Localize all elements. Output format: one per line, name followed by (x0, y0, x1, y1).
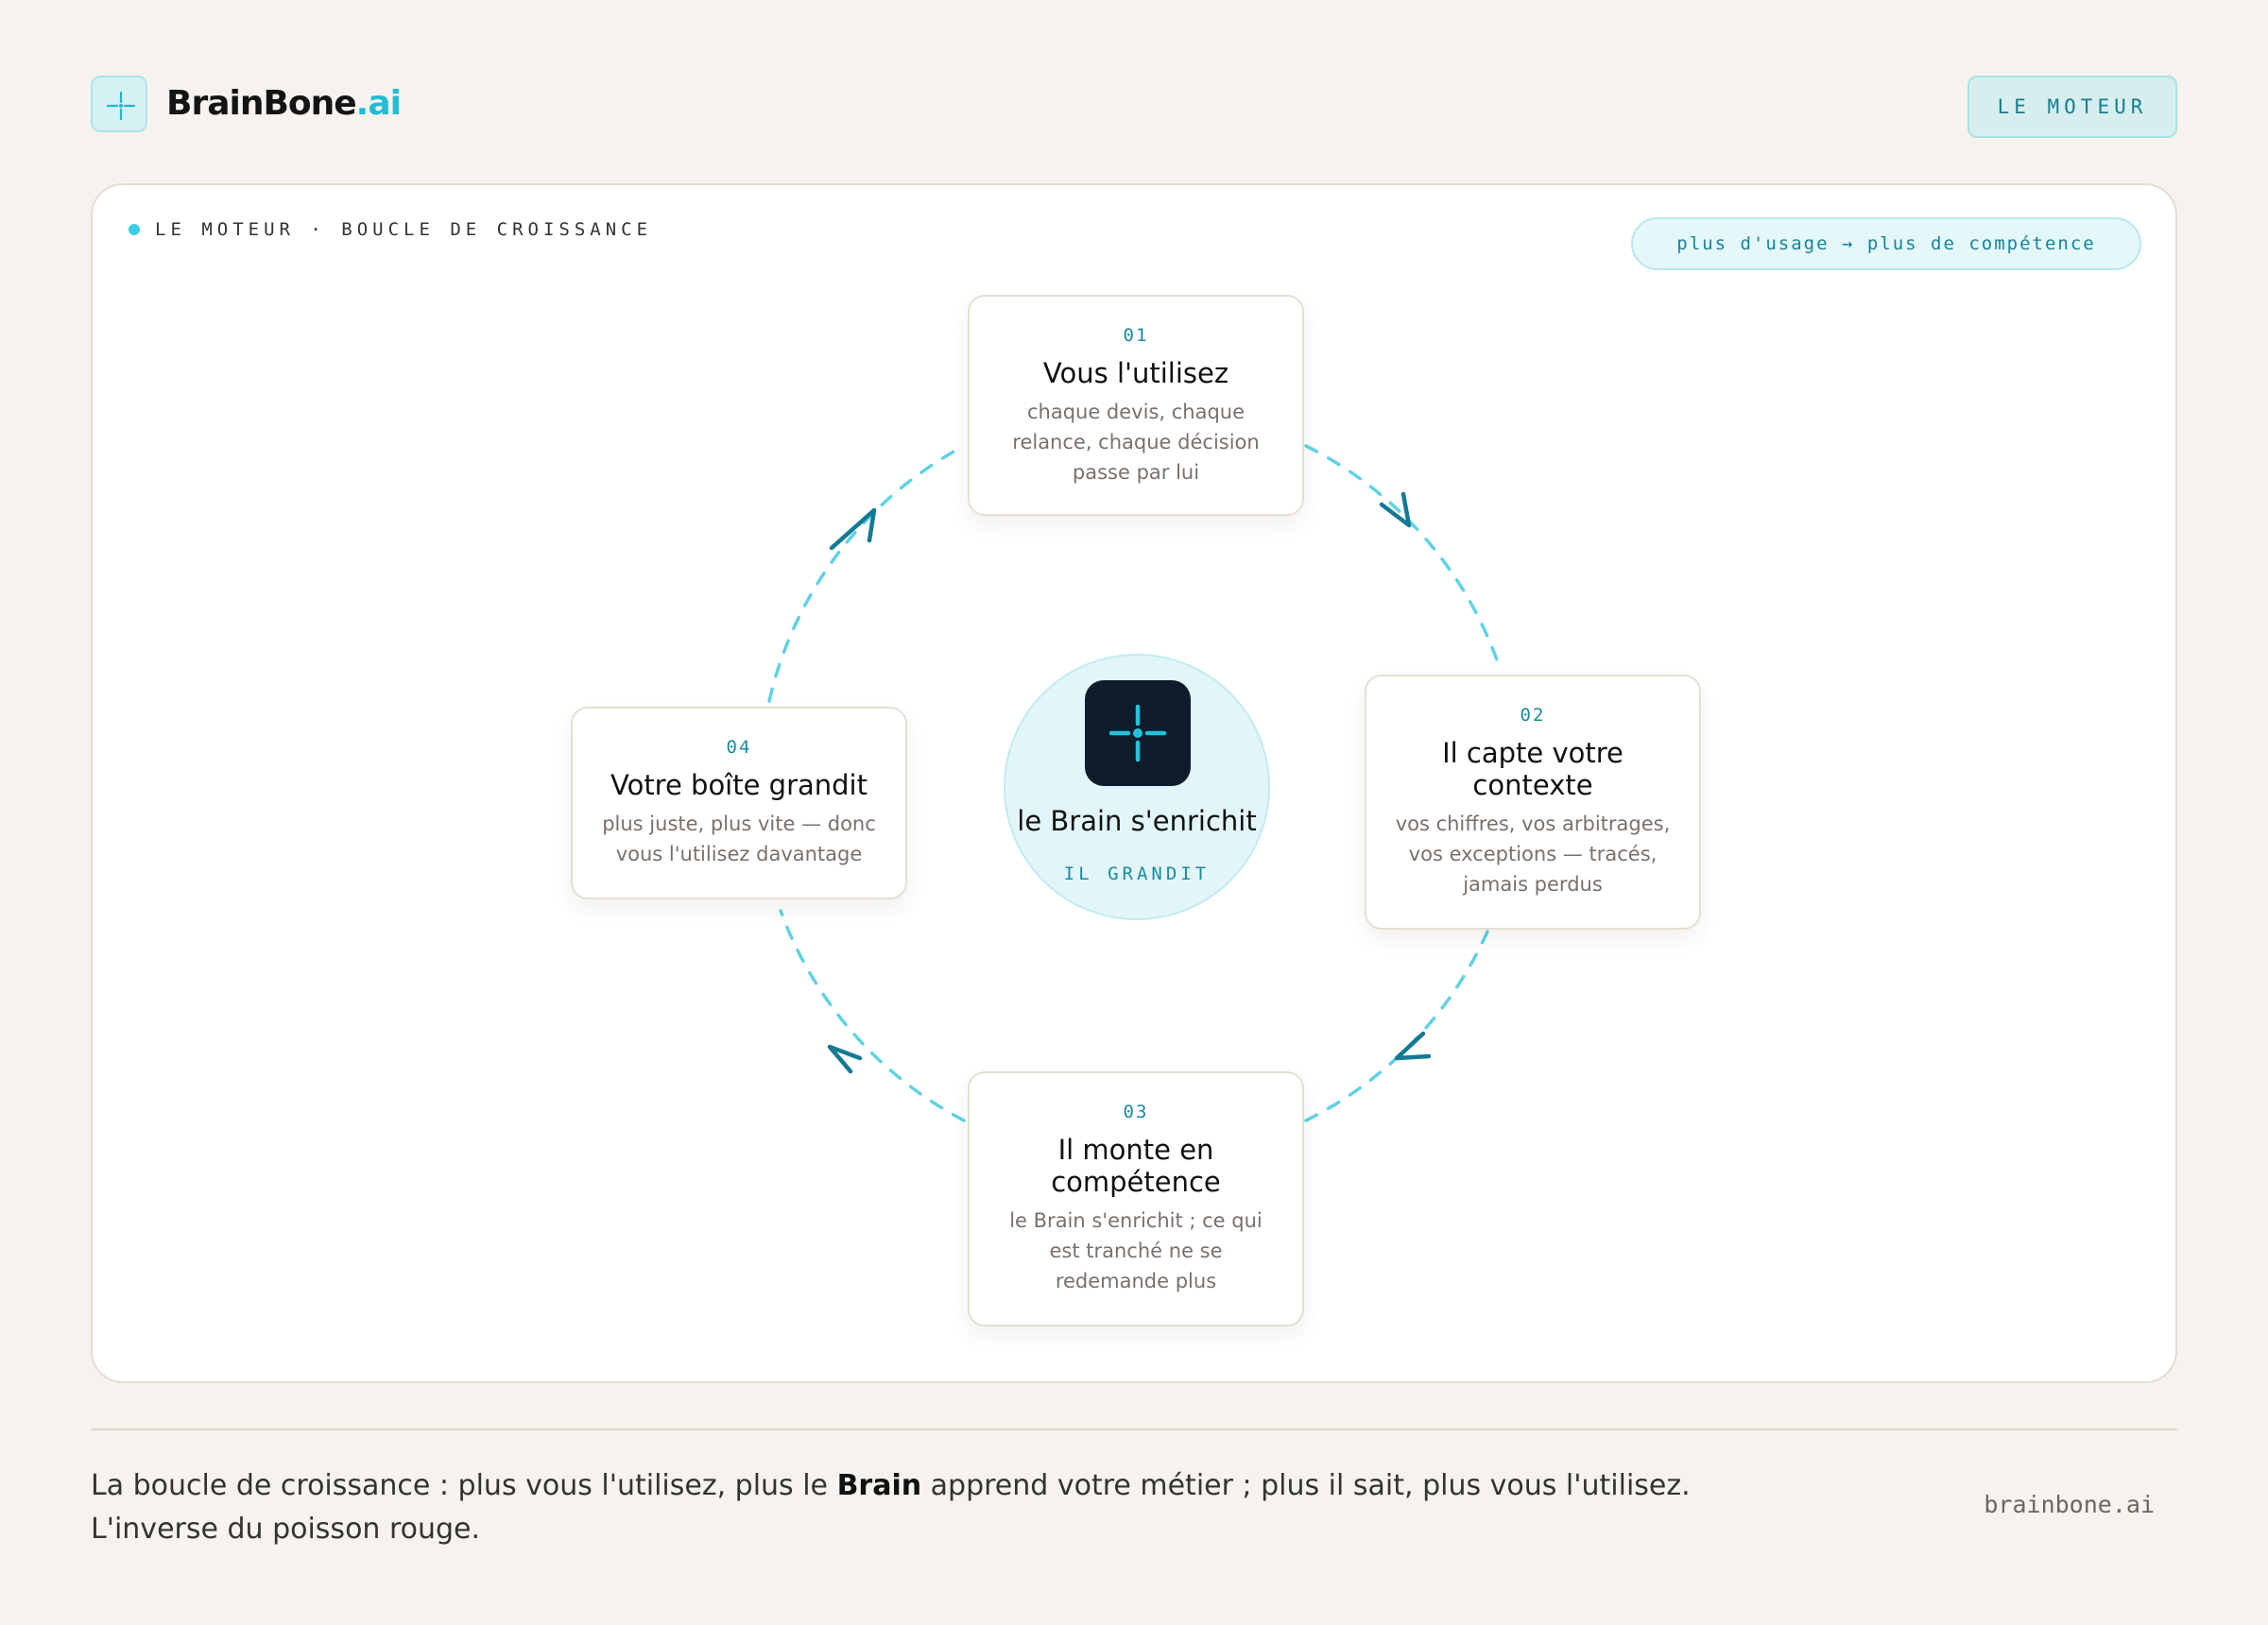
growth-loop-panel (91, 183, 2177, 1383)
panel-label-text: LE MOTEUR · BOUCLE DE CROISSANCE (155, 219, 653, 240)
crosshair-icon (93, 77, 149, 134)
logo-mark[interactable] (91, 76, 147, 132)
hub-title: le Brain s'enrichit (1017, 805, 1257, 837)
connector-3-4 (781, 911, 964, 1120)
header (91, 76, 2177, 138)
step-card-use[interactable] (968, 295, 1304, 516)
footer-divider (91, 1428, 2177, 1430)
caption-after: apprend votre métier ; plus il sait, plus vous l'utilisez. L'inverse du poisson rouge. (91, 1469, 1691, 1546)
step-title: Il capte votre contexte (1442, 737, 1624, 801)
chevron-icon (1397, 1034, 1429, 1058)
footer-domain-link[interactable]: brainbone.ai (1984, 1491, 2155, 1518)
brand-main: BrainBone (166, 84, 356, 123)
connector-1-2 (1306, 446, 1501, 671)
step-card-context[interactable] (1365, 675, 1701, 930)
step-description: chaque devis, chaque relance, chaque décision passe par lui (1012, 401, 1260, 484)
section-badge[interactable]: LE MOTEUR (1967, 76, 2177, 138)
step-description: plus juste, plus vite — donc vous l'utilisez davantage (602, 812, 876, 865)
hub-subtitle: IL GRANDIT (1063, 864, 1211, 884)
step-number: 02 (1520, 705, 1546, 726)
step-number: 01 (1123, 325, 1149, 346)
crosshair-icon (1085, 680, 1191, 786)
hub-icon-tile (1085, 680, 1191, 786)
caption-before: La boucle de croissance : plus vous l'utilisez, plus le (91, 1469, 837, 1502)
connector-4-1 (769, 446, 964, 701)
step-description: vos chiffres, vos arbitrages, vos exceptions — tracés, jamais perdus (1395, 812, 1671, 896)
step-title: Votre boîte grandit (610, 769, 868, 801)
step-title: Il monte en compétence (1051, 1134, 1221, 1198)
usage-pill: plus d'usage → plus de compétence (1631, 217, 2141, 270)
step-number: 03 (1123, 1102, 1149, 1122)
caption-bold: Brain (836, 1469, 922, 1502)
connector-2-3 (1306, 932, 1487, 1120)
step-card-growth[interactable] (571, 707, 907, 899)
step-title: Vous l'utilisez (1042, 357, 1229, 389)
brand-suffix: .ai (355, 84, 401, 123)
footer-caption (91, 1464, 1697, 1551)
step-card-competence[interactable] (968, 1071, 1304, 1326)
step-number: 04 (726, 737, 752, 758)
chevron-icon (830, 1047, 860, 1071)
brand-name[interactable] (166, 81, 401, 127)
step-description: le Brain s'enrichit ; ce qui est tranché ne se redemande plus (1009, 1209, 1263, 1292)
chevron-icon (832, 510, 874, 548)
brain-hub (1004, 654, 1270, 920)
